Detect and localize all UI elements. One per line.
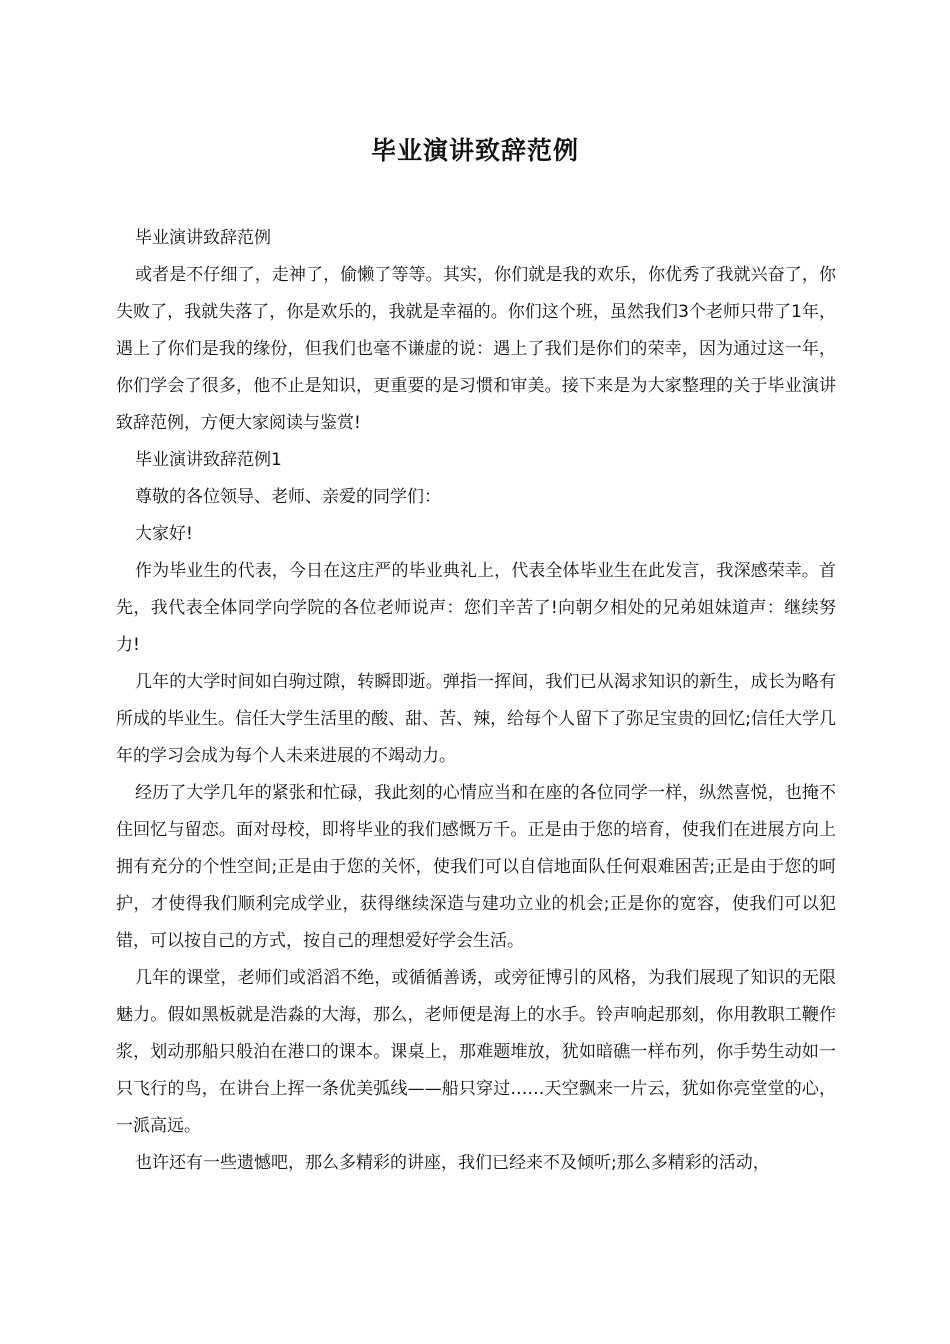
paragraph-intro: 或者是不仔细了，走神了，偷懒了等等。其实，你们就是我的欢乐，你优秀了我就兴奋了，你失败了，我就失落了，你是欢乐的，我就是幸福的。你们这个班，虽然我们3个老师只带了1年，遇上了你们是我的缘份，但我们也毫不谦虚的说：遇上了我们是你们的荣幸，因为通过这一年，你们学会了很多，他不止是知识，更重要的是习惯和审美。接下来是为大家整理的关于毕业演讲致辞范例，方便大家阅读与鉴赏! (116, 265, 836, 433)
document-title: 毕业演讲致辞范例 (370, 136, 579, 165)
paragraph-example-heading: 毕业演讲致辞范例1 (135, 450, 282, 470)
paragraph-body: 经历了大学几年的紧张和忙碌，我此刻的心情应当和在座的各位同学一样，纵然喜悦，也掩不住回忆与留恋。面对母校，即将毕业的我们感慨万千。正是由于您的培育，使我们在进展方向上拥有充分的个性空间;正是由于您的关怀，使我们可以自信地面队任何艰难困苦;正是由于您的呵护，才使得我们顺利完成学业，获得继续深造与建功立业的机会;正是你的宽容，使我们可以犯错，可以按自己的方式，按自己的理想爱好学会生活。 (116, 783, 836, 951)
paragraph-body: 几年的课堂，老师们或滔滔不绝，或循循善诱，或旁征博引的风格，为我们展现了知识的无限魅力。假如黑板就是浩淼的大海，那么，老师便是海上的水手。铃声响起那刻，你用教职工鞭作浆，划动那船只般泊在港口的课本。课桌上，那难题堆放，犹如暗礁一样布列，你手势生动如一只飞行的鸟，在讲台上挥一条优美弧线——船只穿过……天空飘来一片云，犹如你亮堂堂的心，一派高远。 (116, 968, 836, 1136)
paragraph-greeting: 大家好! (135, 524, 193, 544)
paragraph-subtitle: 毕业演讲致辞范例 (135, 228, 271, 248)
paragraph-body: 也许还有一些遗憾吧，那么多精彩的讲座，我们已经来不及倾听;那么多精彩的活动， (135, 1153, 770, 1173)
paragraph-body: 作为毕业生的代表，今日在这庄严的毕业典礼上，代表全体毕业生在此发言，我深感荣幸。首先，我代表全体同学向学院的各位老师说声：您们辛苦了!向朝夕相处的兄弟姐妹道声：继续努力! (116, 561, 836, 655)
document-body (116, 220, 836, 1182)
paragraph-body: 几年的大学时间如白驹过隙，转瞬即逝。弹指一挥间，我们已从渴求知识的新生，成长为略有所成的毕业生。信任大学生活里的酸、甜、苦、辣，给每个人留下了弥足宝贵的回忆;信任大学几年的学习会成为每个人未来进展的不竭动力。 (116, 672, 836, 766)
paragraph-salutation: 尊敬的各位领导、老师、亲爱的同学们： (135, 487, 441, 507)
